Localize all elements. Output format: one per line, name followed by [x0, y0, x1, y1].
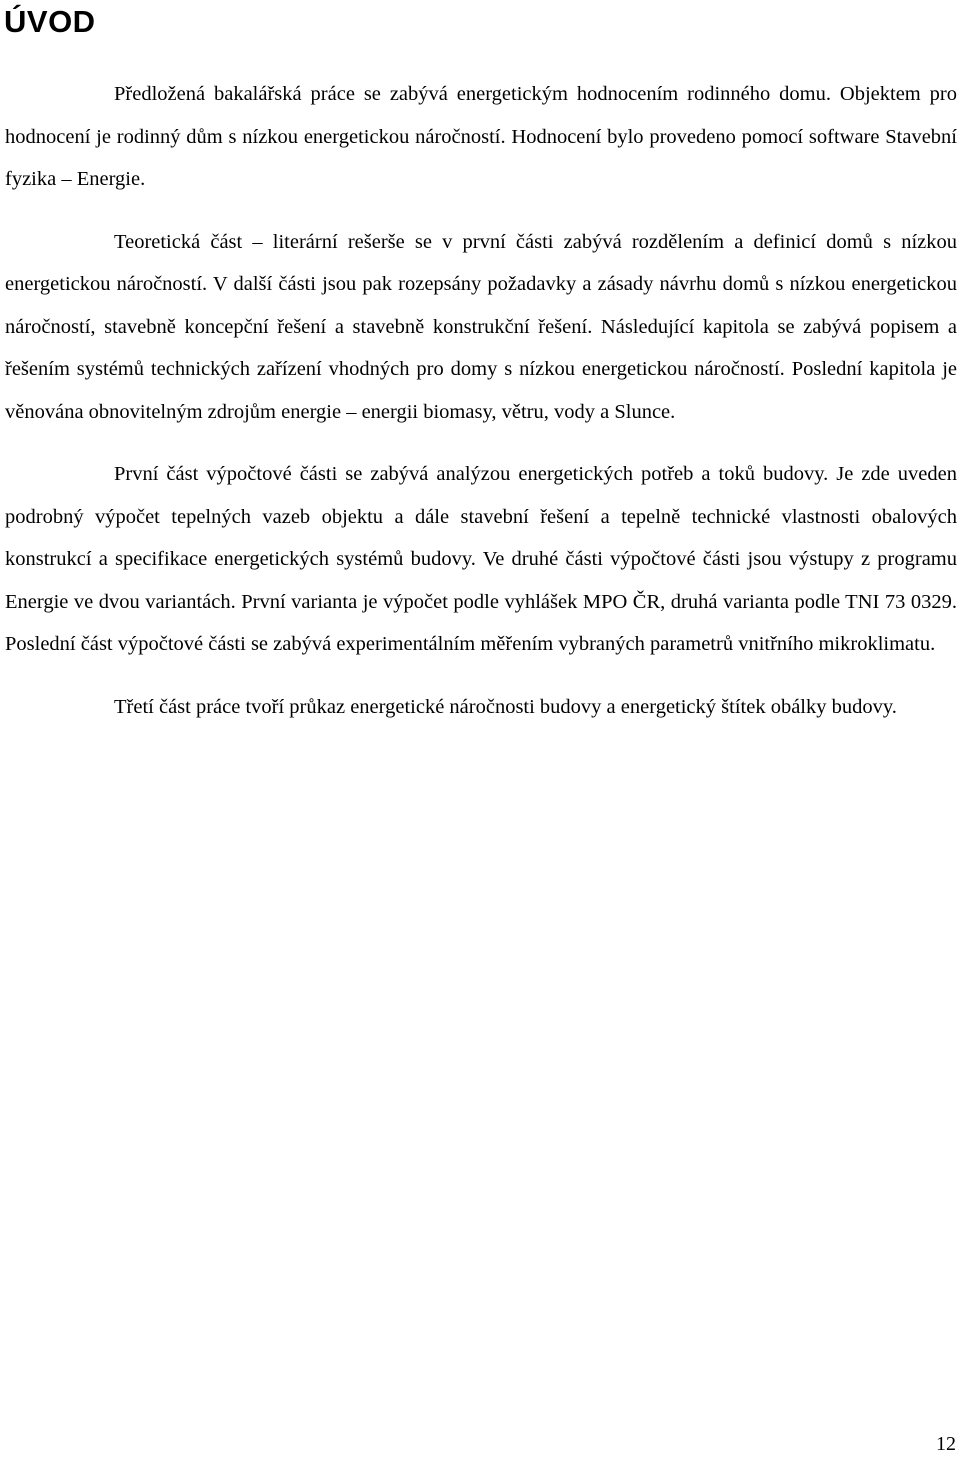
paragraph-third-part: Třetí část práce tvoří průkaz energetické náročnosti budovy a energetický štítek obálky budovy.: [114, 695, 897, 718]
page-number: 12: [936, 1433, 956, 1455]
body-text: [5, 73, 957, 728]
paragraph-calculation-part: První část výpočtové části se zabývá analýzou energetických potřeb a toků budovy. Je zde uveden podrobný výpočet tepelných vazeb objektu a dále stavební řešení a tepelně technické vlastnosti obalových konstrukcí a specifikace energetických systémů budovy. Ve druhé části výpočtové části jsou výstupy z programu Energie ve dvou variantách. První varianta je výpočet podle vyhlášek MPO ČR, druhá varianta podle TNI 73 0329. Poslední část výpočtové části se zabývá experimentálním měřením vybraných parametrů vnitřního mikroklimatu.: [5, 463, 957, 655]
paragraph-introduction: Předložená bakalářská práce se zabývá energetickým hodnocením rodinného domu. Objektem pro hodnocení je rodinný dům s nízkou energetickou náročností. Hodnocení bylo provedeno pomocí software Stavební fyzika – Energie.: [5, 83, 957, 190]
paragraph-theoretical-part: Teoretická část – literární rešerše se v první části zabývá rozdělením a definicí domů s nízkou energetickou náročností. V další části jsou pak rozepsány požadavky a zásady návrhu domů s nízkou energetickou náročností, stavebně koncepční řešení a stavebně konstrukční řešení. Následující kapitola se zabývá popisem a řešením systémů technických zařízení vhodných pro domy s nízkou energetickou náročností. Poslední kapitola je věnována obnovitelným zdrojům energie – energii biomasy, větru, vody a Slunce.: [5, 230, 957, 423]
page-title: ÚVOD: [4, 4, 96, 39]
